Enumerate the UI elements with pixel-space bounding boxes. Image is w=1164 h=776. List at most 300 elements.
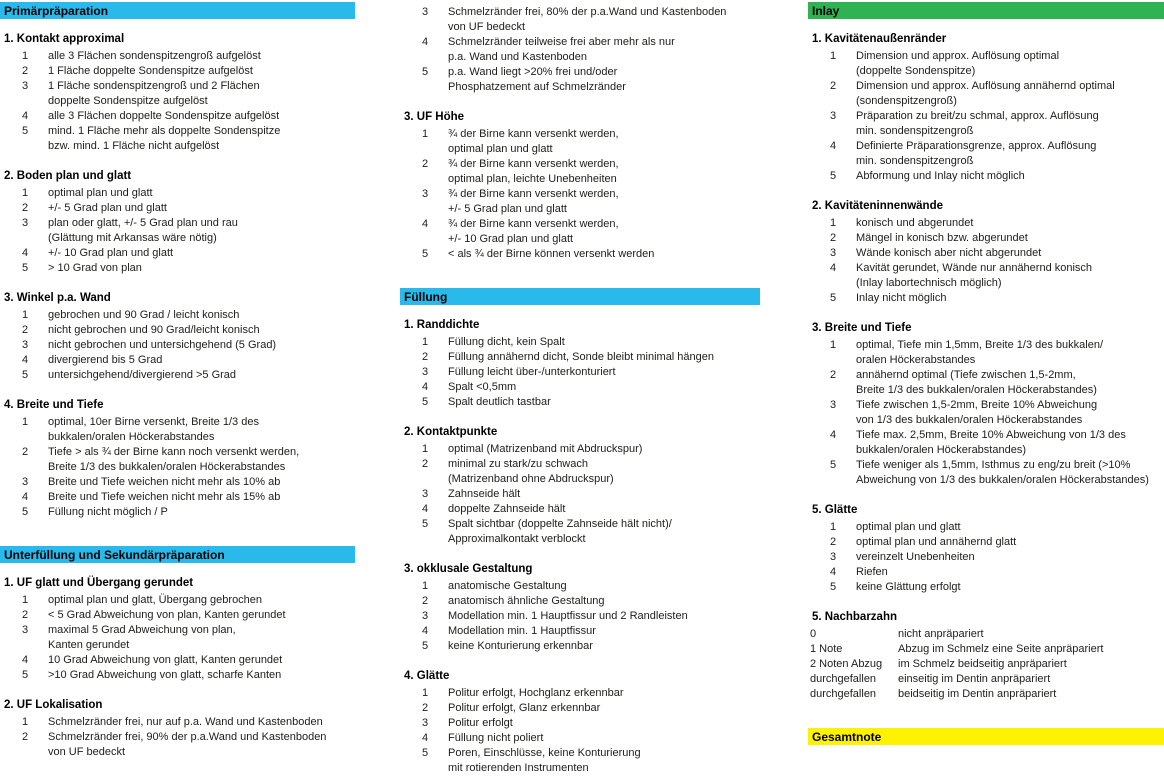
- score-description: [856, 428, 1126, 458]
- grade-row: [808, 672, 1164, 687]
- score-description-line: von UF bedeckt: [48, 746, 126, 758]
- score-value: 4: [22, 247, 29, 259]
- score-description-line: Füllung leicht über-/unterkonturiert: [448, 366, 616, 378]
- score-item-row: [0, 415, 355, 445]
- score-description-line: min. sondenspitzengroß: [856, 125, 974, 137]
- score-value: 4: [830, 262, 837, 274]
- score-description: [48, 79, 260, 109]
- grade-label: 1 Note: [810, 643, 843, 655]
- score-description: [448, 731, 543, 746]
- grade-label: 2 Noten Abzug: [810, 658, 883, 670]
- score-value: 2: [22, 609, 29, 621]
- score-value: 1: [422, 128, 429, 140]
- score-item-row: [400, 335, 760, 350]
- score-description-line: Politur erfolgt, Glanz erkennbar: [448, 702, 601, 714]
- score-description: [856, 109, 1099, 139]
- score-item-row: [400, 157, 760, 187]
- score-description-line: plan oder glatt, +/- 5 Grad plan und rau: [48, 217, 238, 229]
- score-description: [48, 415, 259, 445]
- score-description: [856, 231, 1028, 246]
- score-value: 1: [830, 521, 837, 533]
- score-description-line: < 5 Grad Abweichung von plan, Kanten gerundet: [48, 609, 286, 621]
- score-description: [48, 608, 286, 623]
- score-description-line: Abweichung von 1/3 des bukkalen/oralen Höckerabstandes): [856, 474, 1149, 486]
- score-description-line: optimal plan und glatt, Übergang gebrochen: [48, 594, 263, 606]
- score-item-row: [0, 445, 355, 475]
- score-description-line: nicht gebrochen und 90 Grad/leicht konisch: [48, 324, 260, 336]
- score-description: [448, 350, 714, 365]
- criteria-section: [0, 170, 355, 276]
- score-item-row: [0, 715, 355, 730]
- score-description-line: Tiefe max. 2,5mm, Breite 10% Abweichung von 1/3 des: [856, 429, 1126, 441]
- score-description: [448, 686, 623, 701]
- criteria-section: [808, 504, 1164, 595]
- section-title: 2. Kavitäteninnenwände: [812, 200, 944, 212]
- score-value: 3: [422, 6, 429, 18]
- score-description: [856, 291, 947, 306]
- score-description-line: von UF bedeckt: [448, 21, 526, 33]
- header-bar-inlay: [808, 2, 1164, 19]
- score-description-line: Spalt deutlich tastbar: [448, 396, 551, 408]
- header-bar-prim-rpr-paration: [0, 2, 355, 19]
- score-description-line: Präparation zu breit/zu schmal, approx. Auflösung: [856, 110, 1099, 122]
- score-item-row: [808, 291, 1164, 306]
- header-bar-gesamtnote: [808, 728, 1164, 745]
- score-description: [448, 609, 688, 624]
- score-item-row: [808, 398, 1164, 428]
- score-description: [856, 216, 973, 231]
- score-item-row: [808, 231, 1164, 246]
- score-value: 1: [422, 336, 429, 348]
- score-item-row: [0, 505, 355, 520]
- score-description: [856, 550, 975, 565]
- score-item-row: [0, 353, 355, 368]
- score-description: [48, 445, 299, 475]
- header-bar-label: Unterfüllung und Sekundärpräparation: [4, 547, 225, 562]
- score-description: [448, 746, 641, 776]
- score-item-row: [0, 668, 355, 683]
- score-item-row: [400, 686, 760, 701]
- score-item-row: [0, 308, 355, 323]
- score-value: 5: [422, 396, 429, 408]
- score-description-line: p.a. Wand und Kastenboden: [448, 51, 588, 63]
- score-item-row: [0, 79, 355, 109]
- score-description-line: (doppelte Sondenspitze): [856, 65, 976, 77]
- column-3: [808, 2, 1164, 776]
- score-description-line: untersichgehend/divergierend >5 Grad: [48, 369, 237, 381]
- score-item-row: [400, 716, 760, 731]
- score-description-line: Wände konisch aber nicht abgerundet: [856, 247, 1042, 259]
- score-description: [448, 187, 619, 217]
- score-description-line: nicht gebrochen und untersichgehend (5 Grad): [48, 339, 277, 351]
- score-description-line: Schmelzränder teilweise frei aber mehr als nur: [448, 36, 675, 48]
- score-description-line: > 10 Grad von plan: [48, 262, 142, 274]
- score-description: [48, 490, 280, 505]
- score-value: 4: [22, 491, 29, 503]
- score-item-row: [400, 217, 760, 247]
- score-description-line: bukkalen/oralen Höckerabstandes): [856, 444, 1026, 456]
- score-item-row: [0, 109, 355, 124]
- score-value: 1: [22, 187, 29, 199]
- score-item-row: [400, 442, 760, 457]
- grade-description: im Schmelz beidseitig anpräpariert: [898, 658, 1067, 670]
- score-description: [48, 368, 236, 383]
- score-description: [856, 338, 1103, 368]
- score-item-row: [0, 64, 355, 79]
- grade-label: durchgefallen: [810, 688, 877, 700]
- score-description: [448, 335, 565, 350]
- score-description-line: min. sondenspitzengroß: [856, 155, 974, 167]
- section-title: 1. Kavitätenaußenränder: [812, 33, 947, 45]
- score-item-row: [808, 338, 1164, 368]
- score-description-line: Füllung annähernd dicht, Sonde bleibt minimal hängen: [448, 351, 715, 363]
- score-item-row: [400, 639, 760, 654]
- score-description-line: ¾ der Birne kann versenkt werden,: [448, 158, 619, 170]
- grade-description: beidseitig im Dentin anpräpariert: [898, 688, 1057, 700]
- section-title: 2. Boden plan und glatt: [4, 170, 132, 182]
- score-item-row: [808, 368, 1164, 398]
- score-item-row: [400, 457, 760, 487]
- score-description-line: Tiefe > als ¾ der Birne kann noch versenkt werden,: [48, 446, 300, 458]
- score-item-row: [808, 550, 1164, 565]
- score-description: [856, 246, 1041, 261]
- score-description-line: (Glättung mit Arkansas wäre nötig): [48, 232, 217, 244]
- score-value: 2: [830, 536, 837, 548]
- column-1: [0, 2, 355, 776]
- score-description: [448, 594, 605, 609]
- grade-deduction-section: [808, 611, 1164, 702]
- score-item-row: [400, 731, 760, 746]
- score-description: [448, 5, 726, 35]
- score-description-line: Abformung und Inlay nicht möglich: [856, 170, 1025, 182]
- score-description: [48, 623, 236, 653]
- score-description-line: doppelte Zahnseide hält: [448, 503, 566, 515]
- score-value: 3: [422, 366, 429, 378]
- score-description-line: Mängel in konisch bzw. abgerundet: [856, 232, 1028, 244]
- score-description: [448, 716, 513, 731]
- score-description-line: (Inlay labortechnisch möglich): [856, 277, 1002, 289]
- score-description-line: alle 3 Flächen doppelte Sondenspitze aufgelöst: [48, 110, 280, 122]
- score-description-line: anatomisch ähnliche Gestaltung: [448, 595, 605, 607]
- score-value: 3: [830, 399, 837, 411]
- score-value: 2: [422, 595, 429, 607]
- score-item-row: [400, 127, 760, 157]
- score-description-line: optimal plan und annähernd glatt: [856, 536, 1017, 548]
- score-value: 5: [422, 248, 429, 260]
- score-item-row: [808, 261, 1164, 291]
- grade-label: 0: [810, 628, 817, 640]
- score-item-row: [808, 428, 1164, 458]
- score-description: [448, 247, 654, 262]
- section-title: 1. Kontakt approximal: [4, 33, 125, 45]
- score-description: [856, 49, 1059, 79]
- score-description-line: mit rotierenden Instrumenten: [448, 762, 589, 774]
- score-item-row: [400, 594, 760, 609]
- score-description-line: divergierend bis 5 Grad: [48, 354, 163, 366]
- score-description-line: Tiefe zwischen 1,5-2mm, Breite 10% Abweichung: [856, 399, 1098, 411]
- score-item-row: [400, 487, 760, 502]
- score-description: [856, 398, 1097, 428]
- score-description: [48, 475, 280, 490]
- score-value: 4: [422, 218, 429, 230]
- score-description-line: gebrochen und 90 Grad / leicht konisch: [48, 309, 240, 321]
- score-value: 5: [22, 506, 29, 518]
- score-item-row: [808, 216, 1164, 231]
- score-description: [48, 64, 253, 79]
- score-description: [48, 653, 282, 668]
- score-item-row: [0, 216, 355, 246]
- score-description-line: Tiefe weniger als 1,5mm, Isthmus zu eng/zu breit (>10%: [856, 459, 1131, 471]
- score-value: 5: [22, 125, 29, 137]
- score-description: [448, 624, 596, 639]
- score-value: 2: [422, 702, 429, 714]
- score-value: 1: [422, 443, 429, 455]
- score-description: [856, 139, 1096, 169]
- score-description: [448, 365, 616, 380]
- score-description: [48, 668, 281, 683]
- score-item-row: [808, 565, 1164, 580]
- score-description: [48, 109, 279, 124]
- score-description: [48, 308, 239, 323]
- score-item-row: [400, 395, 760, 410]
- score-description-line: 1 Fläche sondenspitzengroß und 2 Flächen: [48, 80, 260, 92]
- score-description-line: +/- 5 Grad plan und glatt: [448, 203, 567, 215]
- column-2: [400, 2, 760, 776]
- score-value: 3: [422, 188, 429, 200]
- score-value: 5: [22, 669, 29, 681]
- score-description-line: Spalt sichtbar (doppelte Zahnseide hält nicht)/: [448, 518, 672, 530]
- score-value: 1: [830, 217, 837, 229]
- score-description-line: Breite 1/3 des bukkalen/oralen Höckerabstandes: [48, 461, 286, 473]
- score-item-row: [808, 49, 1164, 79]
- score-value: 2: [22, 202, 29, 214]
- score-description-line: Breite und Tiefe weichen nicht mehr als 15% ab: [48, 491, 281, 503]
- score-description-line: optimal plan und glatt: [856, 521, 961, 533]
- score-item-row: [0, 261, 355, 276]
- section-title: 5. Glätte: [812, 504, 858, 516]
- score-value: 4: [22, 354, 29, 366]
- grade-row: [808, 627, 1164, 642]
- score-item-row: [400, 35, 760, 65]
- score-value: 2: [422, 351, 429, 363]
- score-item-row: [0, 186, 355, 201]
- score-description-line: vereinzelt Unebenheiten: [856, 551, 975, 563]
- score-description-line: optimal (Matrizenband mit Abdruckspur): [448, 443, 643, 455]
- score-value: 3: [422, 488, 429, 500]
- score-item-row: [0, 49, 355, 64]
- criteria-section: [400, 670, 760, 776]
- score-description-line: +/- 5 Grad plan und glatt: [48, 202, 167, 214]
- score-value: 1: [22, 716, 29, 728]
- score-item-row: [400, 365, 760, 380]
- criteria-section: [0, 292, 355, 383]
- score-description: [448, 442, 642, 457]
- score-item-row: [808, 169, 1164, 184]
- score-value: 5: [422, 640, 429, 652]
- score-value: 3: [830, 110, 837, 122]
- score-description-line: Inlay nicht möglich: [856, 292, 947, 304]
- score-description-line: anatomische Gestaltung: [448, 580, 567, 592]
- score-item-row: [808, 458, 1164, 488]
- score-item-row: [0, 653, 355, 668]
- grade-row: [808, 657, 1164, 672]
- score-description-line: (sondenspitzengroß): [856, 95, 957, 107]
- score-description-line: ¾ der Birne kann versenkt werden,: [448, 218, 619, 230]
- score-item-row: [400, 624, 760, 639]
- score-value: 2: [22, 446, 29, 458]
- score-value: 3: [22, 476, 29, 488]
- score-value: 2: [22, 731, 29, 743]
- score-description-line: Politur erfolgt: [448, 717, 513, 729]
- score-item-row: [808, 535, 1164, 550]
- score-value: 1: [422, 580, 429, 592]
- score-description-line: Riefen: [856, 566, 888, 578]
- score-item-row: [0, 338, 355, 353]
- criteria-section: [400, 426, 760, 547]
- score-description: [856, 520, 961, 535]
- score-description-line: Breite und Tiefe weichen nicht mehr als 10% ab: [48, 476, 281, 488]
- score-description: [448, 487, 520, 502]
- score-description-line: keine Konturierung erkennbar: [448, 640, 593, 652]
- score-description-line: Schmelzränder frei, 80% der p.a.Wand und Kastenboden: [448, 6, 727, 18]
- score-description-line: optimal plan und glatt: [448, 143, 553, 155]
- score-item-row: [0, 623, 355, 653]
- score-value: 2: [830, 80, 837, 92]
- criteria-section: [400, 111, 760, 262]
- score-value: 4: [422, 625, 429, 637]
- grade-description: nicht anpräpariert: [898, 628, 984, 640]
- score-description-line: p.a. Wand liegt >20% frei und/oder: [448, 66, 618, 78]
- score-item-row: [400, 746, 760, 776]
- score-item-row: [0, 475, 355, 490]
- header-bar-label: Primärpräparation: [4, 3, 109, 18]
- score-description: [448, 639, 593, 654]
- score-description: [48, 124, 280, 154]
- score-item-row: [808, 520, 1164, 535]
- grade-row: [808, 687, 1164, 702]
- score-description-line: Schmelzränder frei, nur auf p.a. Wand und Kastenboden: [48, 716, 323, 728]
- score-value: 3: [22, 624, 29, 636]
- score-description-line: Modellation min. 1 Hauptfissur und 2 Randleisten: [448, 610, 688, 622]
- score-value: 2: [22, 324, 29, 336]
- score-description-line: Phosphatzement auf Schmelzränder: [448, 81, 626, 93]
- score-value: 5: [422, 747, 429, 759]
- score-description: [856, 580, 961, 595]
- score-description-line: optimal, 10er Birne versenkt, Breite 1/3 des: [48, 416, 259, 428]
- score-description-line: Füllung nicht möglich / P: [48, 506, 168, 518]
- score-description-line: Schmelzränder frei, 90% der p.a.Wand und Kastenboden: [48, 731, 327, 743]
- score-description-line: oralen Höckerabstandes: [856, 354, 976, 366]
- header-bar-unterf-llung-und-sekund-rpr-paration: [0, 546, 355, 563]
- score-value: 5: [830, 581, 837, 593]
- score-value: 3: [22, 339, 29, 351]
- score-value: 1: [422, 687, 429, 699]
- score-description: [856, 368, 1097, 398]
- score-description-line: Kavität gerundet, Wände nur annähernd konisch: [856, 262, 1093, 274]
- score-description-line: +/- 10 Grad plan und glatt: [448, 233, 574, 245]
- score-description: [48, 201, 167, 216]
- score-description: [448, 65, 626, 95]
- score-description-line: optimal plan und glatt: [48, 187, 153, 199]
- section-title: 4. Glätte: [404, 670, 450, 682]
- criteria-section: [808, 322, 1164, 488]
- score-description-line: Dimension und approx. Auflösung optimal: [856, 50, 1060, 62]
- score-item-row: [0, 608, 355, 623]
- score-item-row: [400, 380, 760, 395]
- score-value: 5: [830, 459, 837, 471]
- score-value: 1: [22, 416, 29, 428]
- score-value: 1: [830, 50, 837, 62]
- section-title: 3. Breite und Tiefe: [812, 322, 912, 334]
- score-item-row: [0, 368, 355, 383]
- score-description: [448, 701, 600, 716]
- score-description-line: Modellation min. 1 Hauptfissur: [448, 625, 596, 637]
- score-description: [448, 395, 551, 410]
- score-item-row: [400, 701, 760, 716]
- score-description: [856, 261, 1092, 291]
- section-title: 3. UF Höhe: [404, 111, 465, 123]
- score-value: 5: [422, 66, 429, 78]
- section-title: 5. Nachbarzahn: [812, 611, 897, 623]
- score-item-row: [400, 579, 760, 594]
- score-description: [48, 261, 142, 276]
- score-description-line: konisch und abgerundet: [856, 217, 974, 229]
- score-item-row: [808, 139, 1164, 169]
- score-description-line: Spalt <0,5mm: [448, 381, 517, 393]
- score-value: 1: [22, 309, 29, 321]
- score-item-row: [400, 517, 760, 547]
- score-description: [448, 127, 619, 157]
- criteria-section: [808, 200, 1164, 306]
- score-description-line: < als ¾ der Birne können versenkt werden: [448, 248, 655, 260]
- score-description: [856, 79, 1115, 109]
- score-description: [48, 353, 162, 368]
- score-value: 5: [22, 369, 29, 381]
- score-value: 3: [422, 610, 429, 622]
- score-value: 4: [830, 429, 837, 441]
- score-description-line: Poren, Einschlüsse, keine Konturierung: [448, 747, 641, 759]
- section-title: 2. Kontaktpunkte: [404, 426, 498, 438]
- score-value: 3: [22, 80, 29, 92]
- criteria-section: [0, 33, 355, 154]
- score-description-line: Zahnseide hält: [448, 488, 521, 500]
- score-item-row: [808, 580, 1164, 595]
- score-value: 3: [22, 217, 29, 229]
- section-title: 3. okklusale Gestaltung: [404, 563, 533, 575]
- score-value: 5: [22, 262, 29, 274]
- score-value: 4: [422, 36, 429, 48]
- score-description-line: ¾ der Birne kann versenkt werden,: [448, 188, 619, 200]
- score-value: 4: [422, 503, 429, 515]
- score-description: [48, 246, 173, 261]
- score-description-line: Füllung nicht poliert: [448, 732, 544, 744]
- score-value: 1: [22, 594, 29, 606]
- score-item-row: [400, 350, 760, 365]
- header-bar-f-llung: [400, 288, 760, 305]
- score-description: [448, 380, 516, 395]
- section-title: 4. Breite und Tiefe: [4, 399, 104, 411]
- score-description: [48, 49, 261, 64]
- score-value: 5: [830, 292, 837, 304]
- criteria-section: [400, 5, 760, 95]
- score-description: [448, 157, 619, 187]
- score-description: [48, 715, 323, 730]
- score-item-row: [0, 730, 355, 760]
- score-description: [48, 730, 326, 760]
- score-description: [448, 457, 614, 487]
- score-description: [48, 323, 260, 338]
- score-value: 1: [830, 339, 837, 351]
